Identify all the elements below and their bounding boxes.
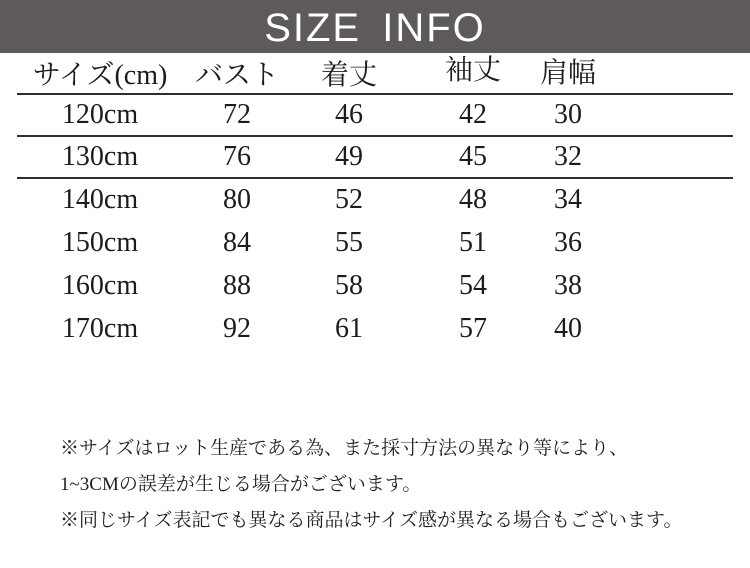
spacer-cell <box>597 94 733 136</box>
cell-size: 120cm <box>17 94 183 136</box>
cell-length: 55 <box>335 226 363 258</box>
spacer-cell <box>597 178 733 221</box>
cell-sleeve: 54 <box>459 269 487 301</box>
cell-sleeve: 45 <box>407 136 539 178</box>
cell-size: 160cm <box>61 269 139 301</box>
cell-sleeve: 51 <box>459 226 487 258</box>
size-row-120 <box>17 94 733 136</box>
size-row-140 <box>17 178 733 221</box>
header-cell-size: サイズ(cm) <box>17 53 183 94</box>
cell-bust: 88 <box>223 269 251 301</box>
cell-length: 61 <box>335 312 363 344</box>
cell-shoulder: 40 <box>554 312 582 344</box>
spacer-cell <box>597 221 733 264</box>
header-cell-sleeve-label: 袖丈 <box>444 55 501 86</box>
cell-shoulder: 38 <box>554 269 582 301</box>
cell-size: 150cm <box>61 226 139 258</box>
page-title: SIZE INFO <box>264 5 486 50</box>
note-size-feel: ※同じサイズ表記でも異なる商品はサイズ感が異なる場合もございます。 <box>60 510 683 531</box>
spacer-cell <box>597 264 733 307</box>
header-cell-shoulder <box>539 53 597 94</box>
cell-bust: 84 <box>223 226 251 258</box>
header-cell-shoulder-label: 肩幅 <box>539 58 596 89</box>
cell-length: 49 <box>291 136 407 178</box>
cell-bust: 72 <box>183 94 291 136</box>
header-cell-sleeve <box>407 53 539 94</box>
cell-sleeve: 57 <box>459 312 487 344</box>
size-info-banner <box>0 0 750 53</box>
size-table-header-row <box>17 53 733 94</box>
spacer-cell <box>597 136 733 178</box>
cell-sleeve: 48 <box>459 184 487 215</box>
cell-shoulder: 36 <box>554 226 582 258</box>
size-table <box>17 53 733 350</box>
cell-sleeve: 42 <box>407 94 539 136</box>
note-lot-production: ※サイズはロット生産である為、また採寸方法の異なり等により、 <box>60 438 629 459</box>
size-row-130 <box>17 136 733 178</box>
cell-shoulder: 30 <box>539 94 597 136</box>
size-disclaimer-notes <box>60 431 682 539</box>
cell-bust: 80 <box>223 184 251 215</box>
cell-size: 140cm <box>61 184 139 215</box>
size-row-160 <box>17 264 733 307</box>
spacer-cell <box>597 307 733 350</box>
cell-bust: 76 <box>183 136 291 178</box>
cell-size: 130cm <box>17 136 183 178</box>
cell-shoulder: 34 <box>554 184 582 215</box>
header-cell-bust: バスト <box>183 53 291 94</box>
cell-size: 170cm <box>61 312 139 344</box>
cell-bust: 92 <box>223 312 251 344</box>
header-cell-length: 着丈 <box>291 53 407 94</box>
cell-length: 46 <box>291 94 407 136</box>
size-row-170 <box>17 307 733 350</box>
note-measurement-error: 1~3CMの誤差が生じる場合がございます。 <box>60 474 422 495</box>
cell-shoulder: 32 <box>539 136 597 178</box>
cell-length: 58 <box>335 269 363 301</box>
cell-length: 52 <box>335 184 363 215</box>
size-row-150 <box>17 221 733 264</box>
spacer-cell <box>597 53 733 94</box>
